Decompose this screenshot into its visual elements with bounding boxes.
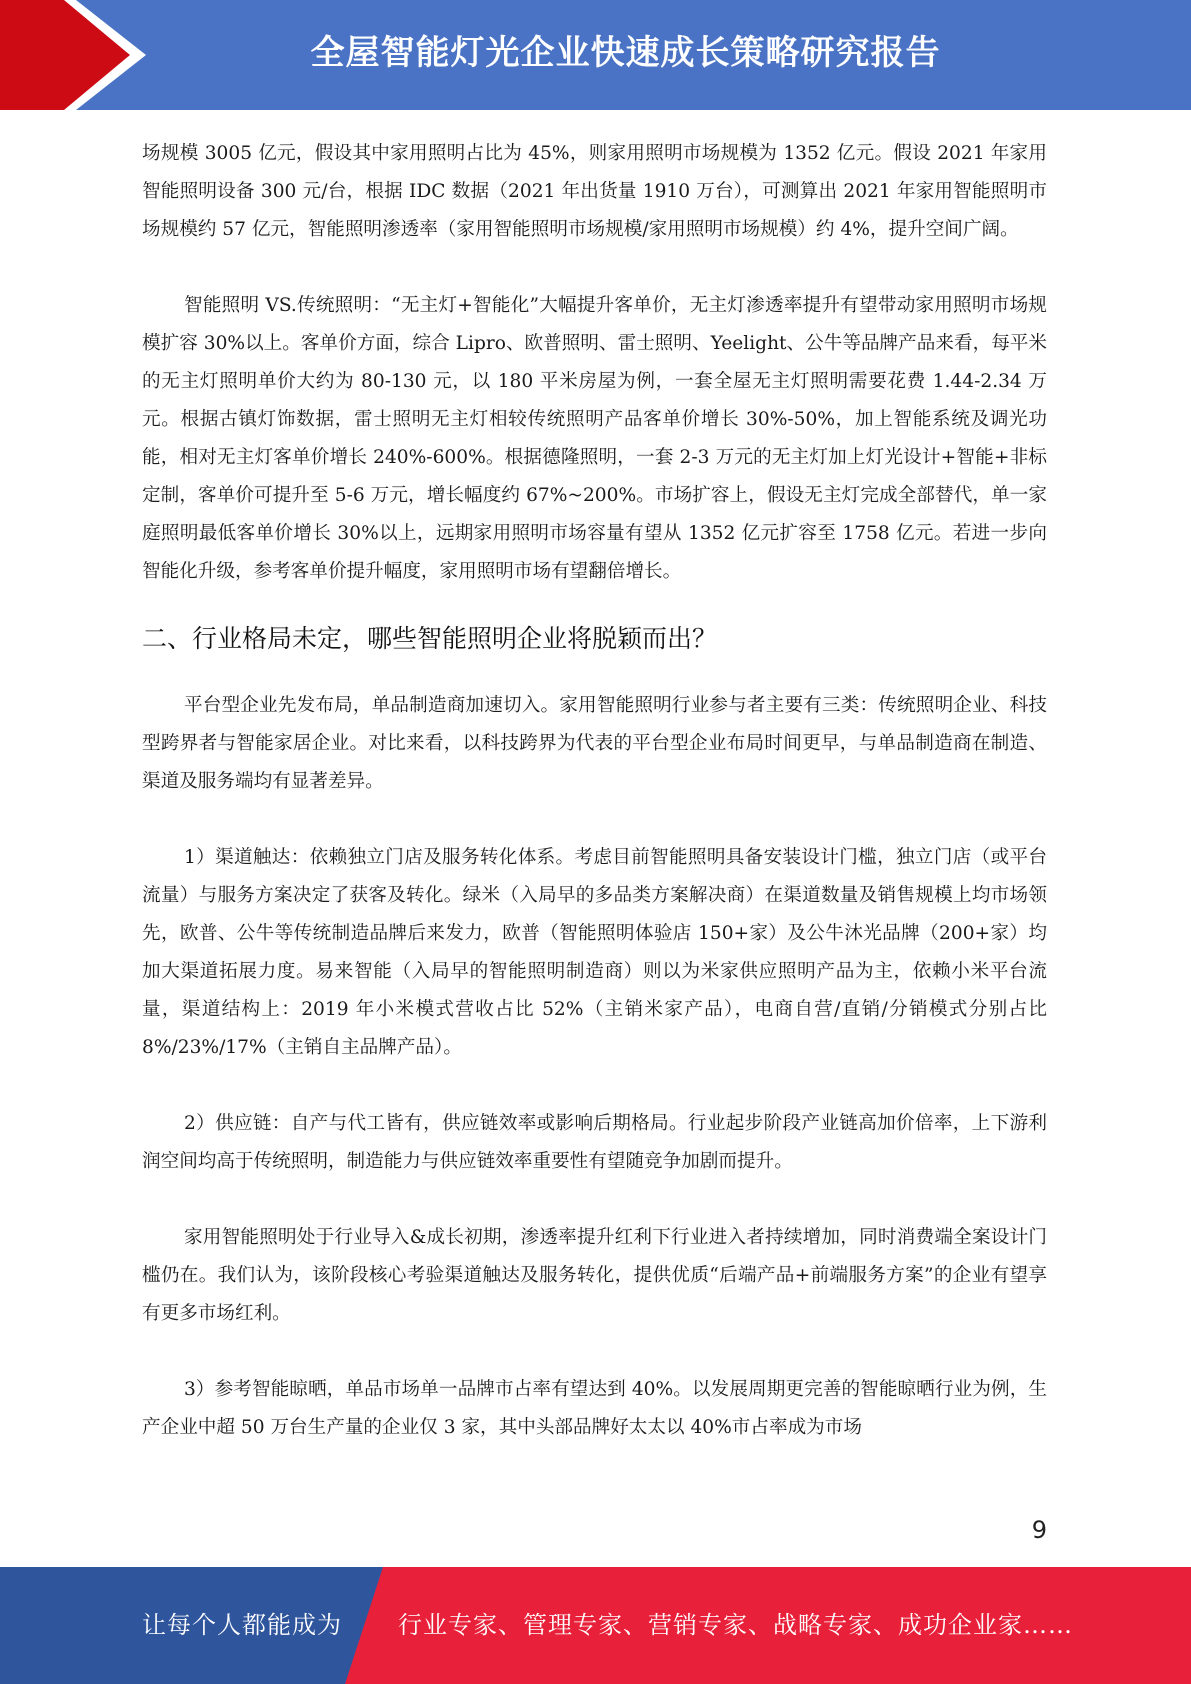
- header-arrow-graphic: [0, 0, 160, 110]
- page-content: [142, 135, 1047, 1447]
- paragraph-platform-enterprises: 平台型企业先发布局，单品制造商加速切入。家用智能照明行业参与者主要有三类：传统照明企业、科技型跨界者与智能家居企业。对比来看，以科技跨界为代表的平台型企业布局时间更早，与单品制造商在制造、渠道及服务端均有显著差异。: [142, 695, 1047, 792]
- paragraph-growth-stage: 家用智能照明处于行业导入&成长初期，渗透率提升红利下行业进入者持续增加，同时消费端全案设计门槛仍在。我们认为，该阶段核心考验渠道触达及服务转化，提供优质“后端产品+前端服务方案”的企业有望享有更多市场红利。: [142, 1227, 1047, 1324]
- paragraph-smart-vs-traditional: 智能照明 VS.传统照明：“无主灯+智能化”大幅提升客单价，无主灯渗透率提升有望带动家用照明市场规模扩容 30%以上。客单价方面，综合 Lipro、欧普照明、雷士照明、Yeelight、公牛等品牌产品来看，每平米的无主灯照明单价大约为 80-130 元，以 180 平米房屋为例，一套全屋无主灯照明需要花费 1.44-2.34 万元。根据古镇灯饰数据，雷士照明无主灯相较传统照明产品客单价增长 30%-50%，加上智能系统及调光功能，相对无主灯客单价增长 240%-600%。根据德隆照明，一套 2-3 万元的无主灯加上灯光设计+智能+非标定制，客单价可提升至 5-6 万元，增长幅度约 67%~200%。市场扩容上，假设无主灯完成全部替代，单一家庭照明最低客单价增长 30%以上，远期家用照明市场容量有望从 1352 亿元扩容至 1758 亿元。若进一步向智能化升级，参考客单价提升幅度，家用照明市场有望翻倍增长。: [142, 295, 1047, 582]
- report-title: 全屋智能灯光企业快速成长策略研究报告: [310, 33, 941, 73]
- paragraph-supply-chain: 2）供应链：自产与代工皆有，供应链效率或影响后期格局。行业起步阶段产业链高加价倍率，上下游利润空间均高于传统照明，制造能力与供应链效率重要性有望随竞争加剧而提升。: [142, 1113, 1047, 1172]
- footer-slogan-right: 行业专家、管理专家、营销专家、战略专家、成功企业家……: [398, 1611, 1073, 1639]
- page-footer: [0, 1567, 1191, 1684]
- paragraph-channel-reach: 1）渠道触达：依赖独立门店及服务转化体系。考虑目前智能照明具备安装设计门槛，独立门店（或平台流量）与服务方案决定了获客及转化。绿米（入局早的多品类方案解决商）在渠道数量及销售规模上均市场领先，欧普、公牛等传统制造品牌后来发力，欧普（智能照明体验店 150+家）及公牛沐光品牌（200+家）均加大渠道拓展力度。易来智能（入局早的智能照明制造商）则以为米家供应照明产品为主，依赖小米平台流量，渠道结构上：2019 年小米模式营收占比 52%（主销米家产品），电商自营/直销/分销模式分别占比 8%/23%/17%（主销自主品牌产品）。: [142, 847, 1047, 1058]
- page-number: 9: [1031, 1516, 1047, 1544]
- paragraph-smart-drying: 3）参考智能晾晒，单品市场单一品牌市占率有望达到 40%。以发展周期更完善的智能晾晒行业为例，生产企业中超 50 万台生产量的企业仅 3 家，其中头部品牌好太太以 40%市占率成为市场: [142, 1379, 1047, 1438]
- section-heading: 二、行业格局未定，哪些智能照明企业将脱颖而出？: [142, 624, 718, 653]
- page-header: [0, 0, 1191, 110]
- paragraph-market-size: 场规模 3005 亿元，假设其中家用照明占比为 45%，则家用照明市场规模为 1352 亿元。假设 2021 年家用智能照明设备 300 元/台，根据 IDC 数据（2021 年出货量 1910 万台），可测算出 2021 年家用智能照明市场规模约 57 亿元，智能照明渗透率（家用智能照明市场规模/家用照明市场规模）约 4%，提升空间广阔。: [142, 143, 1047, 240]
- footer-slogan-left: 让每个人都能成为: [142, 1611, 342, 1639]
